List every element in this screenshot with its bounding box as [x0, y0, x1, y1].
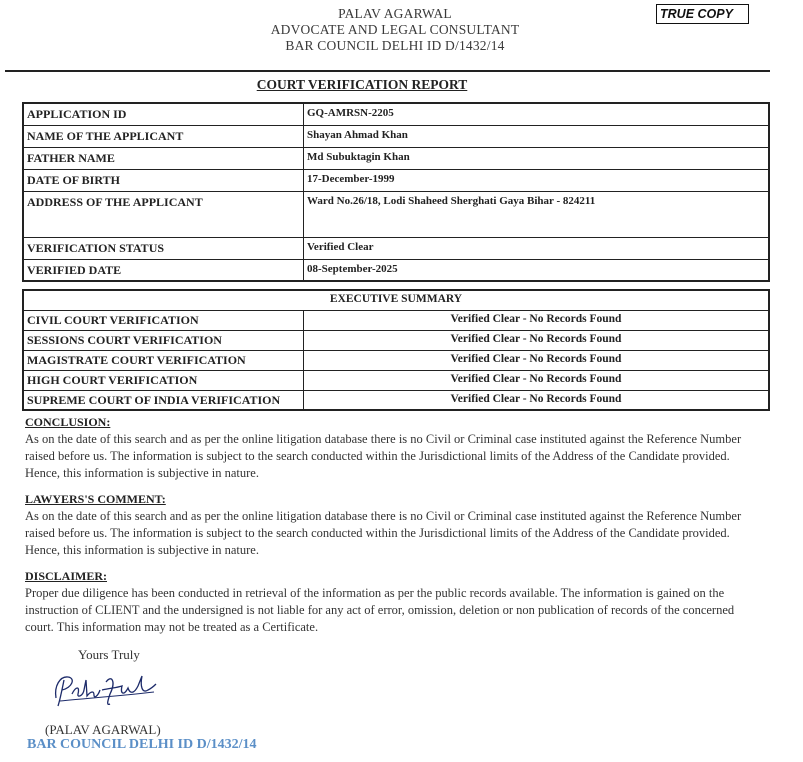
- disclaimer-section: [25, 568, 760, 636]
- executive-summary-table: [22, 289, 770, 411]
- detail-value: GQ-AMRSN-2205: [304, 103, 770, 125]
- detail-label: VERIFICATION STATUS: [23, 237, 304, 259]
- detail-label: NAME OF THE APPLICANT: [23, 125, 304, 147]
- table-row: [23, 310, 769, 330]
- summary-label: MAGISTRATE COURT VERIFICATION: [23, 350, 304, 370]
- lawyers-comment-section: [25, 491, 760, 559]
- advocate-name: PALAV AGARWAL: [338, 6, 452, 21]
- summary-value: Verified Clear - No Records Found: [304, 390, 770, 410]
- lawyers-comment-heading: LAWYERS'S COMMENT:: [25, 492, 166, 506]
- detail-label: DATE OF BIRTH: [23, 169, 304, 191]
- signer-bar-council-id: BAR COUNCIL DELHI ID D/1432/14: [27, 737, 257, 752]
- detail-label: VERIFIED DATE: [23, 259, 304, 281]
- summary-label: CIVIL COURT VERIFICATION: [23, 310, 304, 330]
- table-row: [23, 147, 769, 169]
- table-row: [23, 169, 769, 191]
- table-header-row: [23, 290, 769, 310]
- detail-value: Ward No.26/18, Lodi Shaheed Sherghati Gaya Bihar - 824211: [304, 191, 770, 237]
- detail-value: Verified Clear: [304, 237, 770, 259]
- report-title: COURT VERIFICATION REPORT: [256, 77, 468, 92]
- detail-label: ADDRESS OF THE APPLICANT: [23, 191, 304, 237]
- table-row: [23, 237, 769, 259]
- disclaimer-text: Proper due diligence has been conducted in retrieval of the information as per the public records available. The information is gained on the instruction of CLIENT and the undersigned is not liable for any act of error, omission, deletion or non publication of records of the concerned court. This information may not be treated as a Certificate.: [25, 586, 735, 634]
- true-copy-stamp: TRUE COPY: [656, 4, 749, 24]
- applicant-details-table: [22, 102, 770, 282]
- table-row: [23, 390, 769, 410]
- summary-label: HIGH COURT VERIFICATION: [23, 370, 304, 390]
- detail-label: APPLICATION ID: [23, 103, 304, 125]
- header-divider: [5, 70, 770, 72]
- summary-value: Verified Clear - No Records Found: [304, 350, 770, 370]
- conclusion-section: [25, 414, 760, 482]
- lawyers-comment-text: As on the date of this search and as per the online litigation database there is no Civil or Criminal case instituted against the Reference Number raised before us. The information is subject to the search conducted within the Jurisdictional limits of the Address of the Candidate provided. Hence, this information is subjective in nature.: [25, 509, 742, 557]
- conclusion-text: As on the date of this search and as per the online litigation database there is no Civil or Criminal case instituted against the Reference Number raised before us. The information is subject to the search conducted within the Jurisdictional limits of the Address of the Candidate provided. Hence, this information is subjective in nature.: [25, 432, 742, 480]
- summary-value: Verified Clear - No Records Found: [304, 330, 770, 350]
- table-row: [23, 259, 769, 281]
- detail-value: Shayan Ahmad Khan: [304, 125, 770, 147]
- closing-salutation: Yours Truly: [78, 647, 140, 662]
- detail-value: 17-December-1999: [304, 169, 770, 191]
- table-row: [23, 370, 769, 390]
- summary-value: Verified Clear - No Records Found: [304, 310, 770, 330]
- summary-value: Verified Clear - No Records Found: [304, 370, 770, 390]
- advocate-designation: ADVOCATE AND LEGAL CONSULTANT: [270, 22, 520, 37]
- table-row: [23, 103, 769, 125]
- signer-name: (PALAV AGARWAL): [45, 722, 161, 737]
- table-row: [23, 330, 769, 350]
- detail-value: Md Subuktagin Khan: [304, 147, 770, 169]
- detail-value: 08-September-2025: [304, 259, 770, 281]
- handwritten-signature: [50, 668, 160, 715]
- disclaimer-heading: DISCLAIMER:: [25, 569, 108, 583]
- summary-label: SESSIONS COURT VERIFICATION: [23, 330, 304, 350]
- table-row: [23, 191, 769, 237]
- detail-label: FATHER NAME: [23, 147, 304, 169]
- conclusion-heading: CONCLUSION:: [25, 415, 111, 429]
- executive-summary-title: EXECUTIVE SUMMARY: [23, 290, 769, 310]
- table-row: [23, 125, 769, 147]
- signature-icon: [50, 668, 160, 710]
- table-row: [23, 350, 769, 370]
- summary-label: SUPREME COURT OF INDIA VERIFICATION: [23, 390, 304, 410]
- advocate-bar-id: BAR COUNCIL DELHI ID D/1432/14: [285, 38, 505, 53]
